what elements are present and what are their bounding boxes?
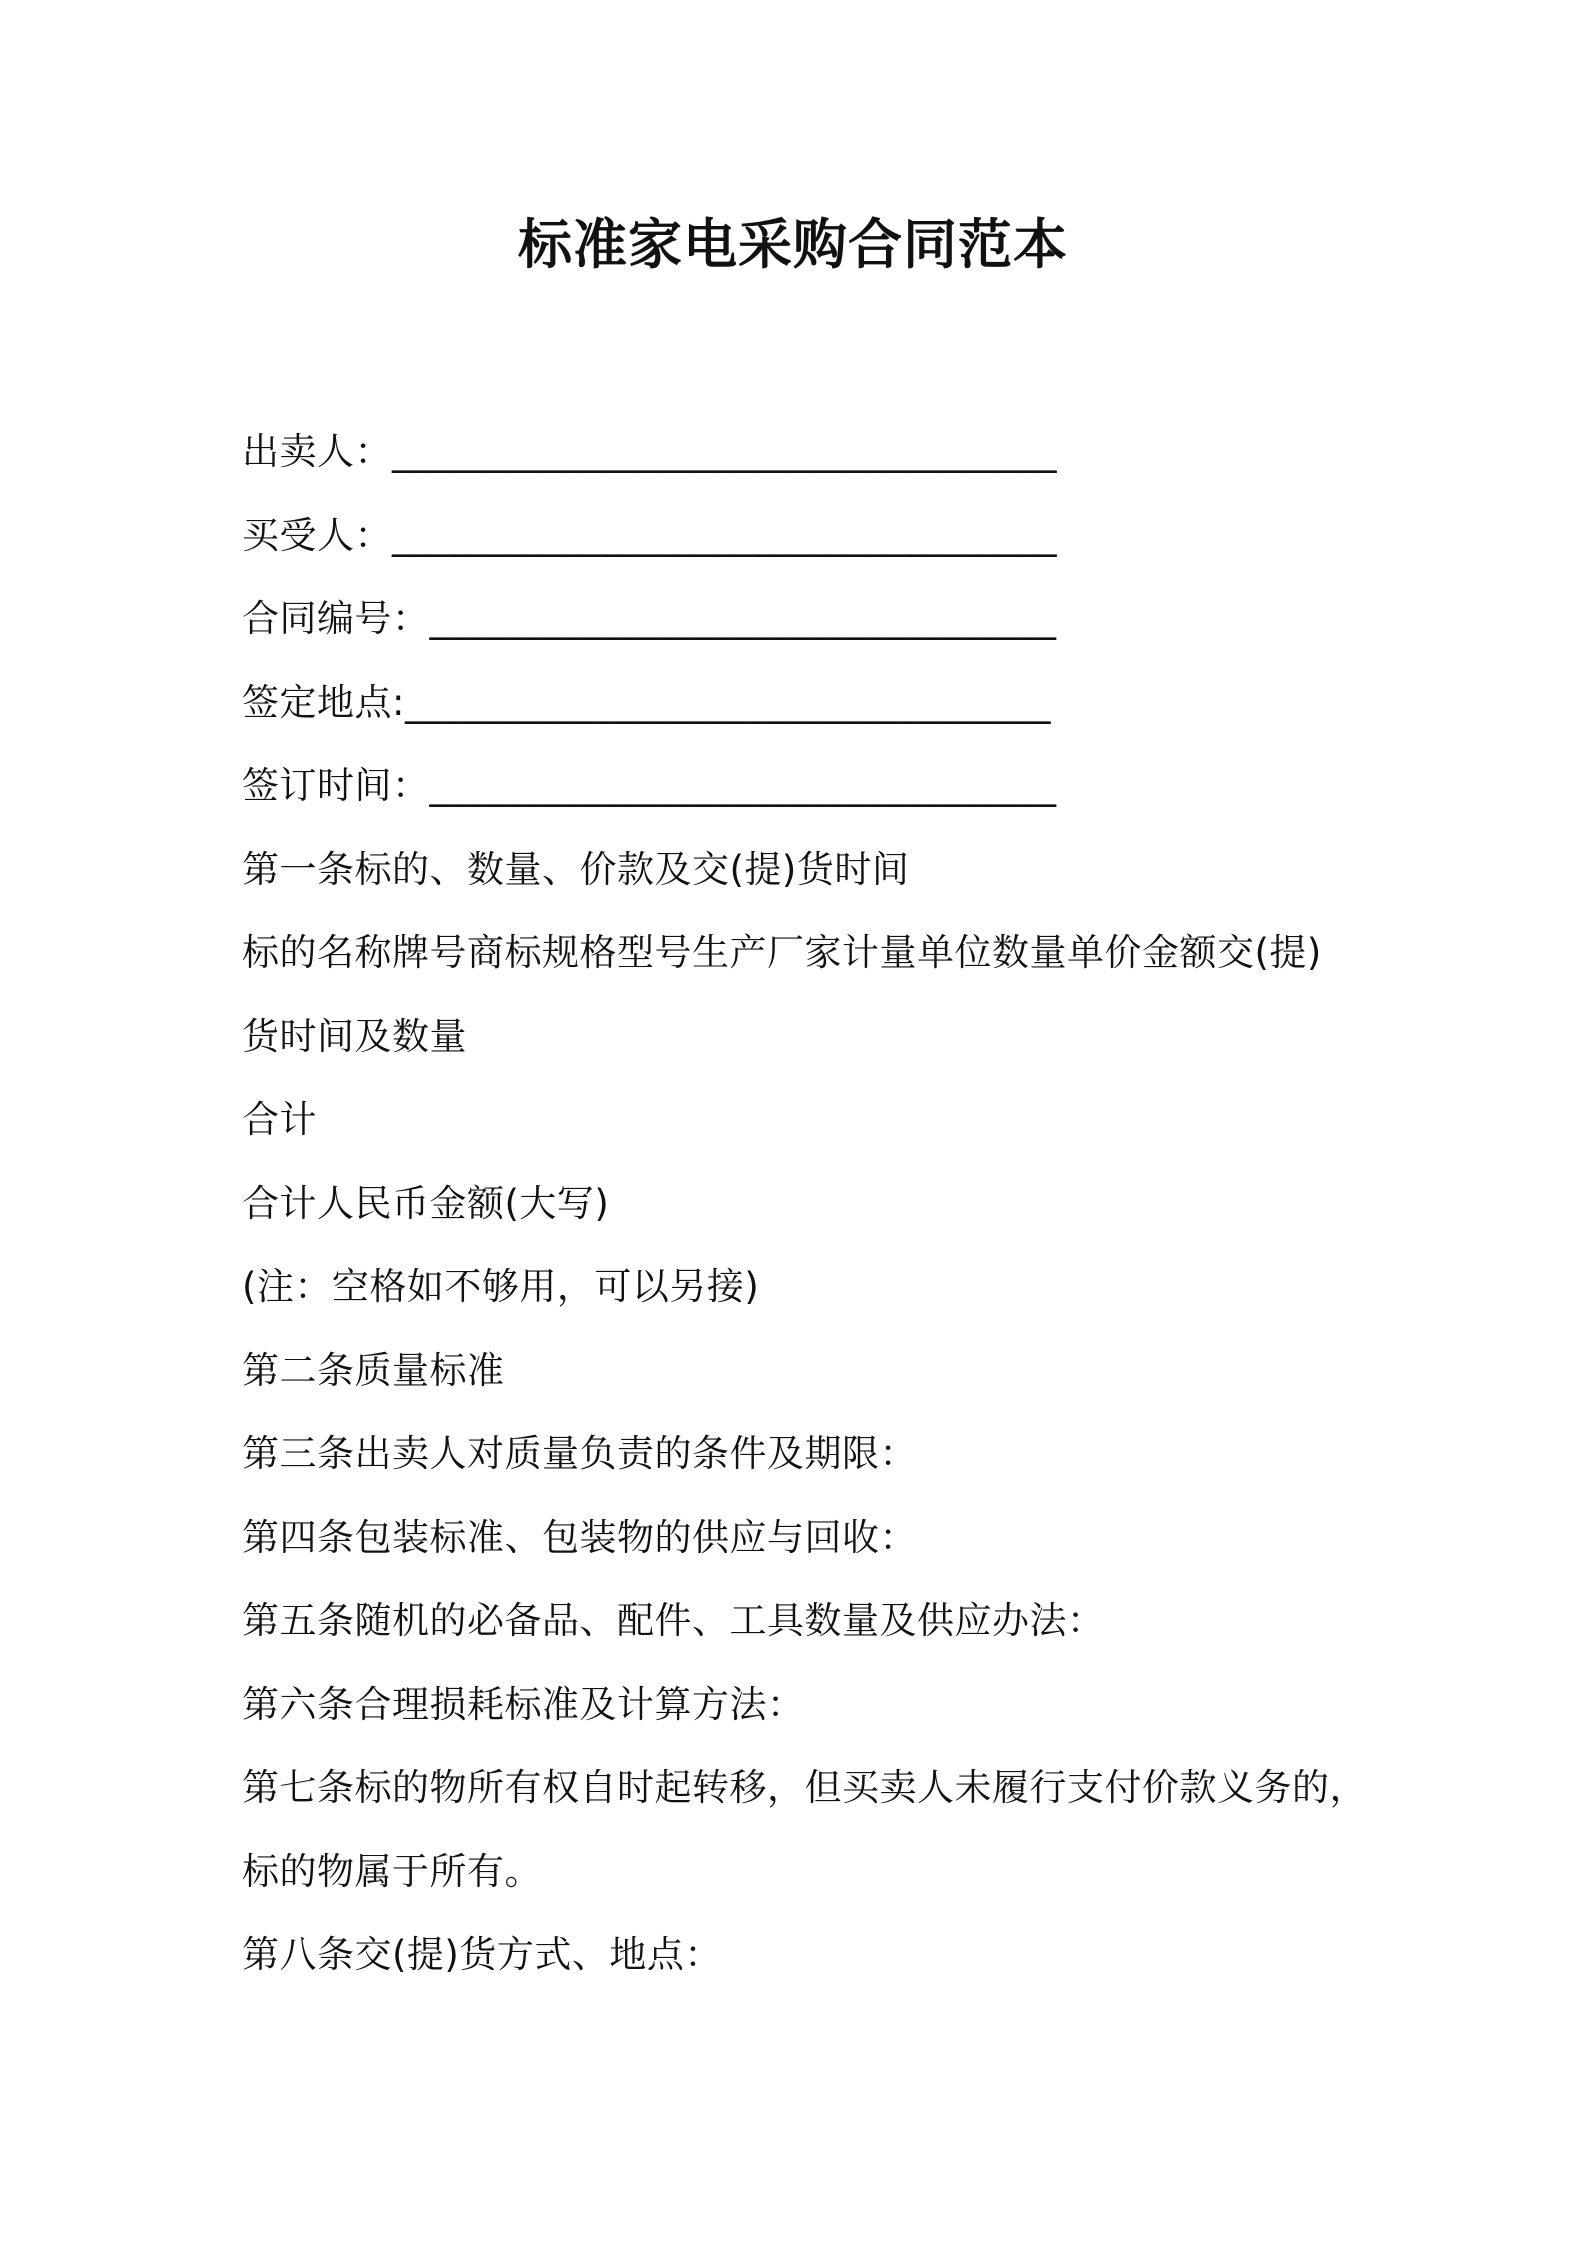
article-1-columns-line-2: 货时间及数量 (242, 1014, 467, 1058)
article-2-heading: 第二条质量标准 (242, 1348, 505, 1392)
document-title: 标准家电采购合同范本 (518, 213, 1068, 276)
article-8-heading: 第八条交(提)货方式、地点： (242, 1933, 722, 1976)
total-line: 合计 (242, 1098, 317, 1141)
article-6-heading: 第六条合理损耗标准及计算方法： (242, 1682, 805, 1726)
field-contract-number: 合同编号：_________________________________ (242, 597, 1057, 640)
article-4-heading: 第四条包装标准、包装物的供应与回收： (242, 1515, 917, 1559)
field-seller: 出卖人：___________________________________ (242, 430, 1057, 473)
article-1-columns-line-1: 标的名称牌号商标规格型号生产厂家计量单位数量单价金额交(提) (242, 931, 1322, 974)
document-body (242, 410, 1392, 1997)
article-1-heading: 第一条标的、数量、价款及交(提)货时间 (242, 847, 910, 891)
article-5-heading: 第五条随机的必备品、配件、工具数量及供应办法： (242, 1599, 1105, 1642)
article-7-line-1: 第七条标的物所有权自时起转移，但买卖人未履行支付价款义务的， (242, 1766, 1367, 1809)
note-line: (注：空格如不够用，可以另接) (242, 1265, 760, 1308)
article-3-heading: 第三条出卖人对质量负责的条件及期限： (242, 1432, 917, 1475)
field-buyer: 买受人：___________________________________ (242, 513, 1057, 557)
field-signing-time: 签订时间：_________________________________ (242, 764, 1057, 807)
field-signing-place: 签定地点:__________________________________ (242, 680, 1051, 724)
total-rmb-line: 合计人民币金额(大写) (242, 1181, 610, 1225)
article-7-line-2: 标的物属于所有。 (242, 1849, 542, 1893)
